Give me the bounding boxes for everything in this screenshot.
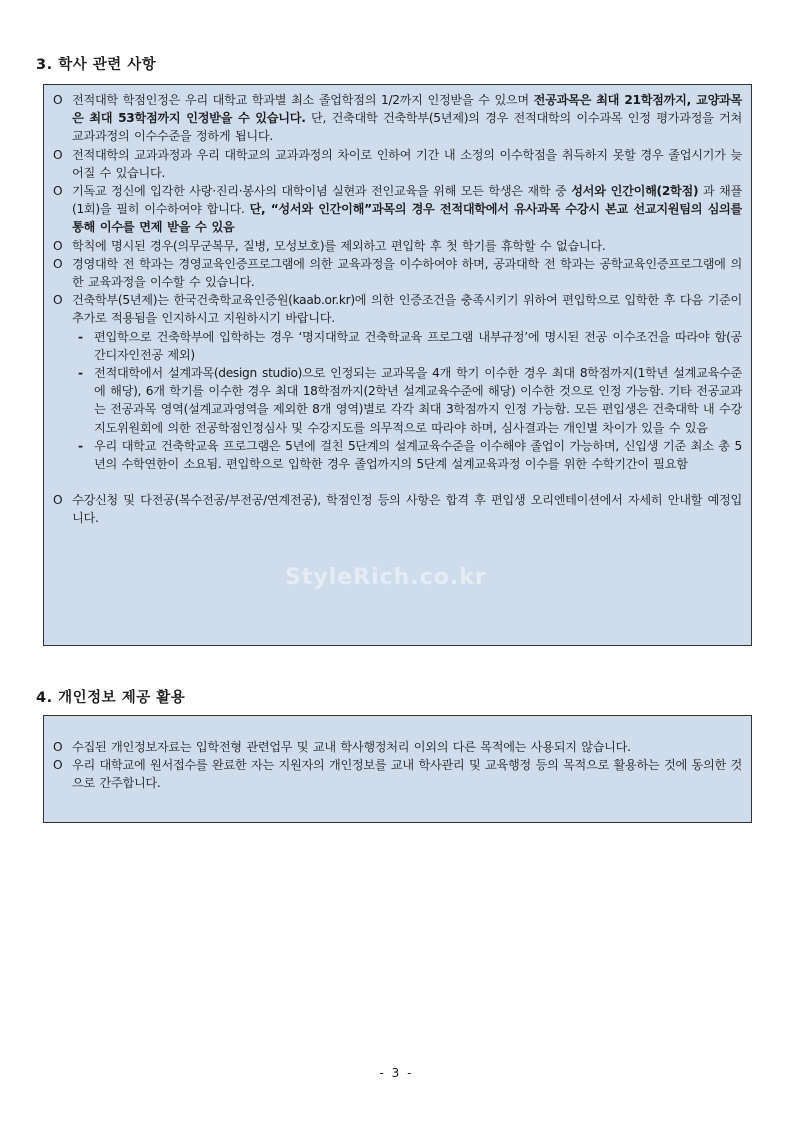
bullet-marker: O [53, 493, 63, 508]
bullet-marker: O [53, 184, 63, 199]
section-3-heading: 3. 학사 관련 사항 [36, 57, 157, 73]
dash-marker: - [78, 329, 83, 344]
bullet-marker: O [53, 740, 63, 754]
bullet-marker: O [53, 238, 63, 253]
list-item: O 전적대학 학점인정은 우리 대학교 학과별 최소 졸업학점의 1/2까지 인정받을 수 있으며 전공과목은 최대 21학점까지, 교양과목은 최대 53학점까지 인정받을 수 있습니다. 단, 건축대학 건축학부(5년제)의 경우 전적대학의 이수과목 인정 평가과정을 거쳐 교과과정의 이수수준을 정하게 됩니다. [53, 93, 742, 144]
list-item: O 건축학부(5년제)는 한국건축학교육인증원(kaab.or.kr)에 의한 인증조건을 충족시키기 위하여 편입학으로 입학한 후 다음 기준이 추가로 적용됨을 인지하시고 지원하시기 바랍니다. [53, 293, 742, 326]
dash-marker: - [78, 366, 83, 381]
bullet-marker: O [53, 758, 63, 773]
academic-info-box [43, 84, 752, 646]
bullet-marker: O [53, 256, 63, 271]
sub-list-item: - 우리 대학교 건축학교육 프로그램은 5년에 걸친 5단계의 설계교육수준을 이수해야 졸업이 가능하며, 신입생 기준 최소 총 5년의 수학연한이 소요됨. 편입학으로 입학한 경우 졸업까지의 5단계 설계교육과정 이수를 위한 수학기간이 필요함 [78, 438, 742, 472]
watermark: StyleRich.co.kr [285, 565, 487, 590]
sub-list-item: - 전적대학에서 설계과목(design studio)으로 인정되는 교과목을 4개 학기 이수한 경우 최대 8학점까지(1학년 설계교육수준에 해당), 6개 학기를 이수한 경우 최대 18학점까지(2학년 설계교육수준에 해당) 이수한 것으로 인정 가능함. 기타 전공교과는 전공과목 영역(설계교과영역을 제외한 8개 영역)별로 각각 최대 3학점까지 인정 가능함. 모든 편입생은 건축대학 내 수강지도위원회에 의한 전공학점인정심사 및 수강지도를 의무적으로 따라야 하며, 심사결과는 개인별 차이가 있을 수 있음 [78, 366, 742, 435]
bullet-marker: O [53, 293, 63, 308]
dash-marker: - [78, 438, 83, 453]
bullet-marker: O [53, 147, 63, 162]
sub-list-item: - 편입학으로 건축학부에 입학하는 경우 ‘명지대학교 건축학교육 프로그램 내부규정’에 명시된 전공 이수조건을 따라야 함(공간디자인전공 제외) [78, 329, 742, 362]
list-item: O 수강신청 및 다전공(복수전공/부전공/연계전공), 학점인정 등의 사항은 합격 후 편입생 오리엔테이션에서 자세히 안내할 예정입니다. [53, 493, 742, 526]
list-item: O 학칙에 명시된 경우(의무군복무, 질병, 모성보호)를 제외하고 편입학 후 첫 학기를 휴학할 수 없습니다. [53, 237, 742, 255]
section-4-heading: 4. 개인정보 제공 활용 [36, 690, 186, 706]
list-item: O 우리 대학교에 원서접수를 완료한 자는 지원자의 개인정보를 교내 학사관리 및 교육행정 등의 목적으로 활용하는 것에 동의한 것으로 간주합니다. [53, 758, 742, 791]
list-item: O 경영대학 전 학과는 경영교육인증프로그램에 의한 교육과정을 이수하여야 하며, 공과대학 전 학과는 공학교육인증프로그램에 의한 교육과정을 이수할 수 있습니다. [53, 256, 742, 290]
list-item: O 전적대학의 교과과정과 우리 대학교의 교과과정의 차이로 인하여 기간 내 소정의 이수학점을 취득하지 못할 경우 졸업시기가 늦어질 수 있습니다. [53, 147, 742, 180]
list-item: O 수집된 개인정보자료는 입학전형 관련업무 및 교내 학사행정처리 이외의 다른 목적에는 사용되지 않습니다. [53, 738, 742, 756]
list-item: O 기독교 정신에 입각한 사랑·진리·봉사의 대학이념 실현과 전인교육을 위해 모든 학생은 재학 중 성서와 인간이해(2학점) 과 채플(1회)을 필히 이수하여야 합니다. 단, “성서와 인간이해”과목의 경우 전적대학에서 유사과목 수강시 본교 선교지원팀의 심의를 통해 이수를 면제 받을 수 있음 [53, 184, 742, 235]
bullet-marker: O [53, 93, 63, 107]
privacy-info-box [43, 715, 752, 823]
page-number: - 3 - [379, 1066, 414, 1080]
